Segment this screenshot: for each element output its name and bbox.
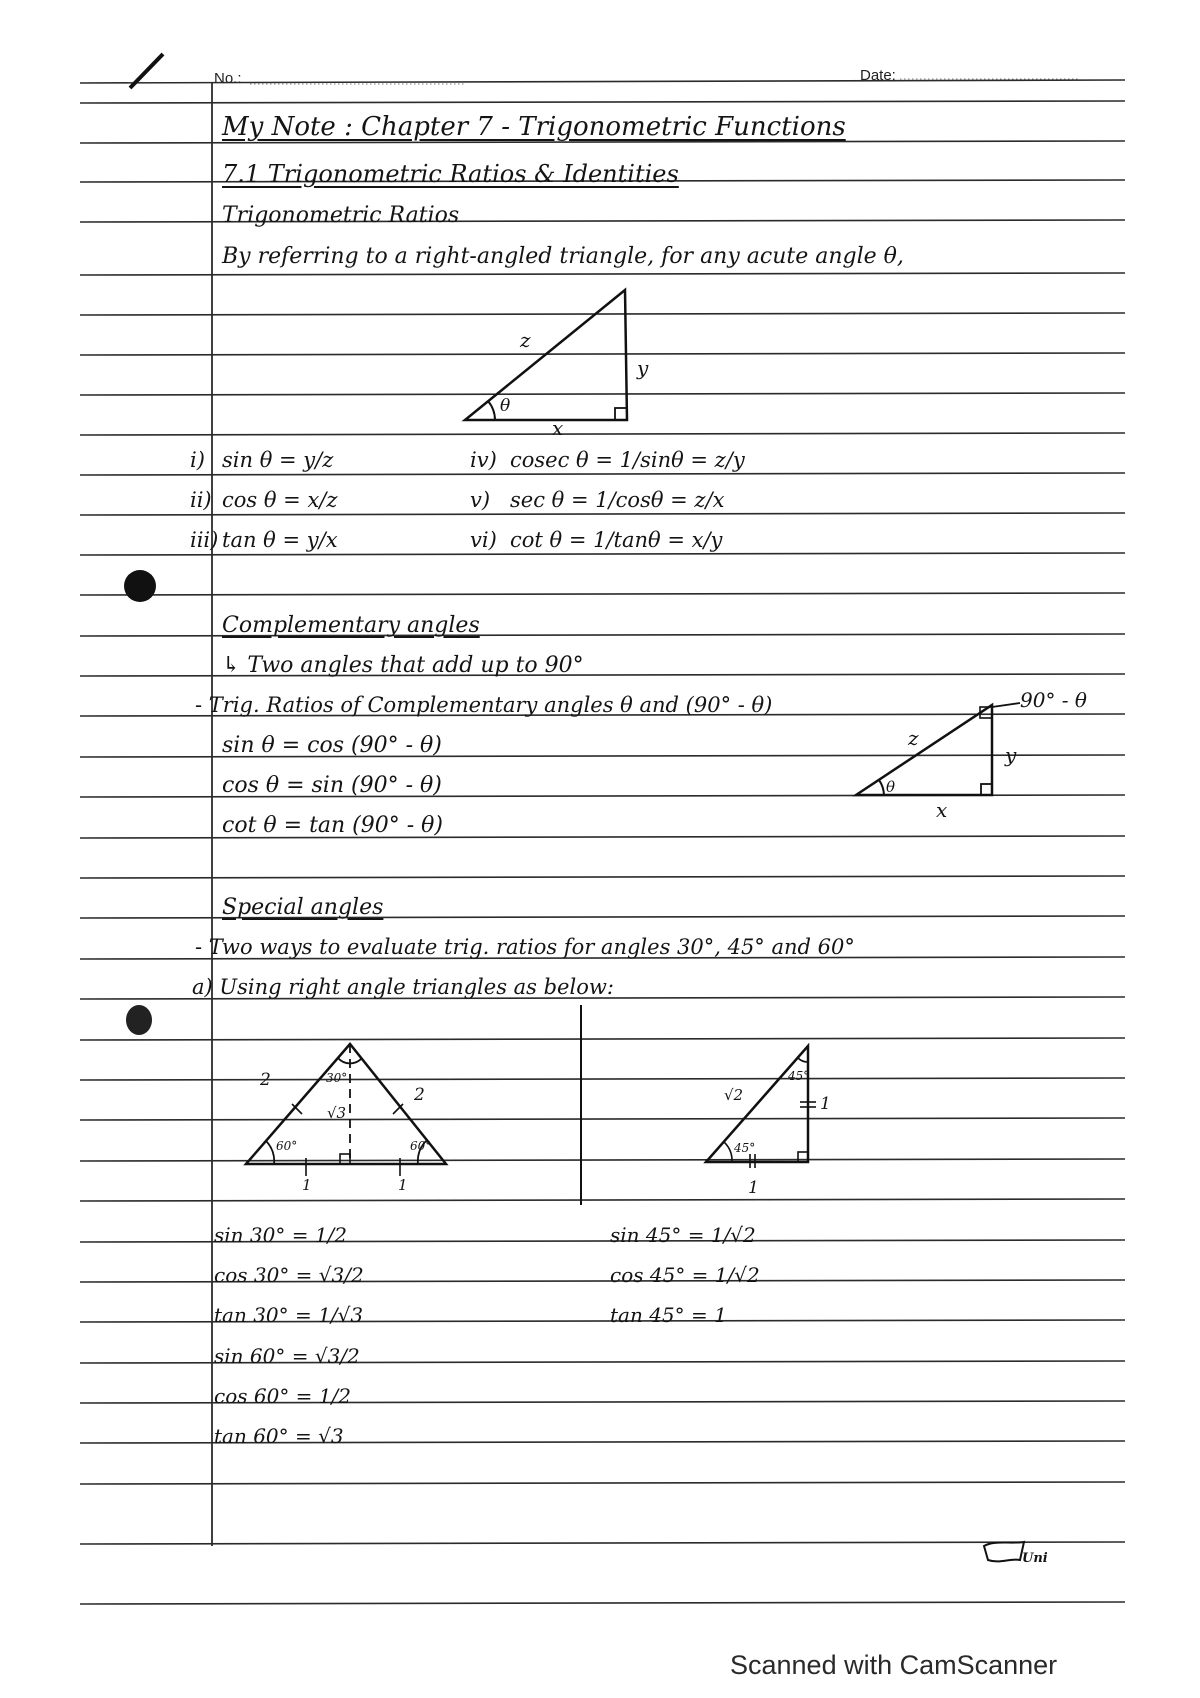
page-title: My Note : Chapter 7 - Trigonometric Functions (222, 112, 846, 142)
ratio-ii-num: ii) (190, 488, 212, 512)
tri45-vertical: 1 (820, 1094, 831, 1114)
isosceles-right-triangle-diagram (700, 1038, 820, 1170)
value-tan30: tan 30° = 1/√3 (214, 1303, 364, 1327)
ratio-iv: cosec θ = 1/sinθ = z/y (510, 448, 745, 472)
value-cos30: cos 30° = √3/2 (214, 1263, 364, 1287)
comp-opp-label: y (1005, 743, 1017, 767)
binder-hole (124, 570, 156, 602)
no-label: No.: (214, 70, 242, 87)
value-tan45: tan 45° = 1 (610, 1303, 727, 1327)
comp-angle-label: θ (886, 778, 896, 796)
value-tan60: tan 60° = √3 (214, 1424, 344, 1448)
section-heading: 7.1 Trigonometric Ratios & Identities (222, 160, 679, 188)
tri30-half-left: 1 (302, 1176, 312, 1194)
tri30-right-angle: 60° (410, 1139, 432, 1153)
value-sin45: sin 45° = 1/√2 (610, 1223, 756, 1247)
ratio-vi-num: vi) (470, 528, 497, 552)
tri30-top-angle: 30° (326, 1071, 348, 1085)
signature: Uni (1022, 1551, 1048, 1566)
identity-cot: cot θ = tan (90° - θ) (222, 813, 444, 838)
ratio-iii-num: iii) (190, 528, 219, 552)
tri45-hyp: √2 (724, 1086, 744, 1104)
subsection-heading: Trigonometric Ratios (222, 203, 460, 228)
value-sin30: sin 30° = 1/2 (214, 1223, 348, 1247)
method-a: a) Using right angle triangles as below: (192, 975, 614, 999)
ratio-iii: tan θ = y/x (222, 528, 338, 552)
top-angle-label: 90° - θ (1020, 688, 1087, 712)
ratio-ii: cos θ = x/z (222, 488, 338, 512)
tri30-right-side: 2 (414, 1085, 425, 1105)
ratio-v-num: v) (470, 488, 491, 512)
complementary-triangle-diagram (850, 695, 1010, 805)
ratio-i-num: i) (190, 448, 205, 472)
value-cos60: cos 60° = 1/2 (214, 1384, 351, 1408)
adj-label: x (552, 416, 564, 440)
identity-sin: sin θ = cos (90° - θ) (222, 733, 442, 758)
complementary-definition: ↳ Two angles that add up to 90° (222, 653, 584, 678)
tri45-top-angle: 45° (788, 1069, 810, 1083)
ratio-iv-num: iv) (470, 448, 497, 472)
ratio-i: sin θ = y/z (222, 448, 334, 472)
column-divider (578, 1005, 584, 1205)
hyp-label: z (520, 328, 531, 352)
special-bullet: - Two ways to evaluate trig. ratios for angles 30°, 45° and 60° (195, 935, 855, 959)
angle-label: θ (500, 396, 511, 416)
ratio-vi: cot θ = 1/tanθ = x/y (510, 528, 723, 552)
tri30-height: √3 (327, 1104, 347, 1122)
tri30-half-right: 1 (398, 1176, 408, 1194)
value-sin60: sin 60° = √3/2 (214, 1344, 360, 1368)
tri30-left-side: 2 (260, 1070, 271, 1090)
equilateral-triangle-diagram (240, 1040, 460, 1180)
date-label: Date: (860, 67, 896, 84)
ratio-v: sec θ = 1/cosθ = z/x (510, 488, 725, 512)
special-heading: Special angles (222, 895, 384, 920)
intro-text: By referring to a right-angled triangle, for any acute angle θ, (222, 244, 904, 269)
identity-cos: cos θ = sin (90° - θ) (222, 773, 442, 798)
opp-label: y (637, 356, 649, 380)
complementary-heading: Complementary angles (222, 613, 480, 638)
right-triangle-diagram (455, 280, 655, 430)
comp-adj-label: x (936, 798, 948, 822)
tri45-bottom-angle: 45° (734, 1141, 756, 1155)
binder-hole (126, 1005, 152, 1035)
comp-hyp-label: z (908, 726, 919, 750)
tri45-horizontal: 1 (748, 1178, 759, 1198)
complementary-bullet: - Trig. Ratios of Complementary angles θ and (90° - θ) (195, 693, 773, 717)
value-cos45: cos 45° = 1/√2 (610, 1263, 760, 1287)
tri30-left-angle: 60° (276, 1139, 298, 1153)
scanner-watermark: Scanned with CamScanner (730, 1650, 1058, 1680)
